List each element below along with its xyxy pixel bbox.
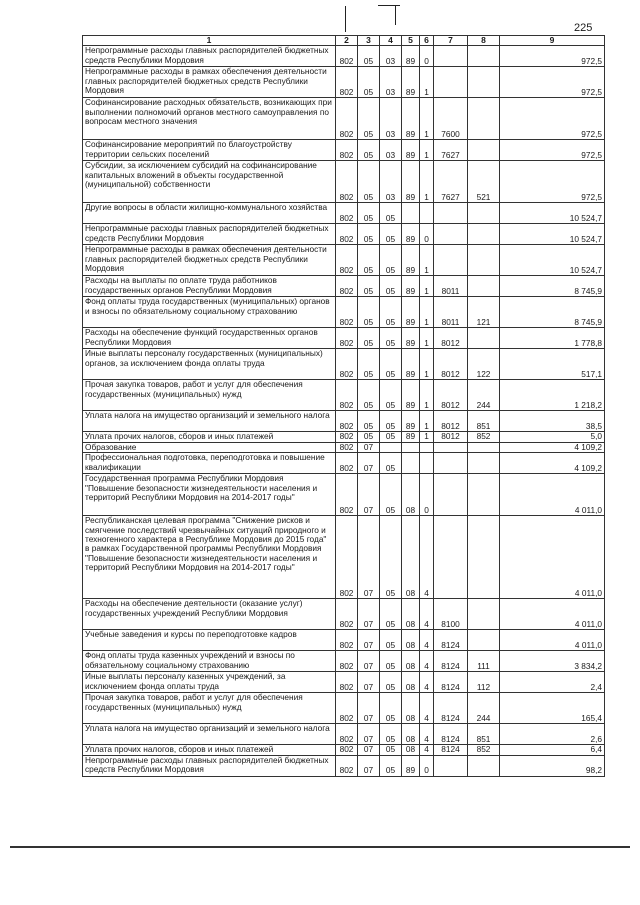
cell-admin-code: 802 <box>336 67 358 98</box>
cell-amount: 4 011,0 <box>500 630 605 651</box>
cell-expense-type <box>468 755 500 776</box>
cell-subprogram: 4 <box>420 516 434 599</box>
cell-subprogram: 1 <box>420 328 434 349</box>
cell-description: Уплата налога на имущество организаций и земельного налога <box>83 724 336 745</box>
cell-program: 89 <box>402 98 420 140</box>
cell-description: Прочая закупка товаров, работ и услуг для обеспечения государственных (муниципальных) нужд <box>83 693 336 724</box>
cell-amount: 4 011,0 <box>500 516 605 599</box>
cell-expense-type <box>468 276 500 297</box>
cell-description: Государственная программа Республики Мордовия "Повышение безопасности жизнедеятельности населения и территорий Республики Мордовия на 2014-2017 годы" <box>83 474 336 516</box>
cell-expense-type <box>468 46 500 67</box>
cell-subsection: 05 <box>380 245 402 276</box>
cell-program <box>402 453 420 474</box>
cell-subprogram: 1 <box>420 245 434 276</box>
cell-subprogram: 1 <box>420 380 434 411</box>
table-row <box>83 755 605 776</box>
column-header: 6 <box>420 36 434 46</box>
cell-section: 07 <box>358 724 380 745</box>
cell-description: Фонд оплаты труда государственных (муниципальных) органов и взносы по обязательному социальному страхованию <box>83 297 336 328</box>
column-header: 5 <box>402 36 420 46</box>
cell-subsection: 05 <box>380 516 402 599</box>
cell-section: 05 <box>358 349 380 380</box>
cell-admin-code: 802 <box>336 349 358 380</box>
cell-section: 07 <box>358 755 380 776</box>
cell-subsection: 05 <box>380 693 402 724</box>
table-row <box>83 46 605 67</box>
cell-section: 05 <box>358 432 380 442</box>
cell-program: 89 <box>402 380 420 411</box>
cell-amount: 972,5 <box>500 98 605 140</box>
table-row <box>83 297 605 328</box>
cell-program: 89 <box>402 245 420 276</box>
cell-subprogram: 1 <box>420 161 434 203</box>
cell-subsection: 05 <box>380 328 402 349</box>
cell-target-article: 8011 <box>434 297 468 328</box>
cell-subprogram <box>420 453 434 474</box>
cell-description: Непрограммные расходы в рамках обеспечения деятельности главных распорядителей бюджетных средств Республики Мордовия <box>83 245 336 276</box>
cell-target-article: 8012 <box>434 432 468 442</box>
cell-description: Непрограммные расходы в рамках обеспечения деятельности главных распорядителей бюджетных средств Республики Мордовия <box>83 67 336 98</box>
cell-subprogram: 1 <box>420 432 434 442</box>
cell-subsection: 05 <box>380 411 402 432</box>
page-bottom-line <box>10 846 630 848</box>
cell-target-article: 8124 <box>434 693 468 724</box>
cell-program <box>402 442 420 452</box>
cell-section: 07 <box>358 453 380 474</box>
cell-description: Софинансирование расходных обязательств, возникающих при выполнении полномочий органов местного самоуправления по вопросам местного значения <box>83 98 336 140</box>
cell-description: Расходы на выплаты по оплате труда работников государственных органов Республики Мордовия <box>83 276 336 297</box>
table-header-row <box>83 36 605 46</box>
table-row <box>83 349 605 380</box>
cell-subsection: 05 <box>380 745 402 755</box>
cell-target-article <box>434 67 468 98</box>
cell-amount: 4 011,0 <box>500 474 605 516</box>
cell-admin-code: 802 <box>336 453 358 474</box>
cell-admin-code: 802 <box>336 224 358 245</box>
cell-subprogram: 0 <box>420 46 434 67</box>
cell-target-article: 8012 <box>434 411 468 432</box>
column-header: 4 <box>380 36 402 46</box>
cell-subsection: 05 <box>380 453 402 474</box>
cell-section: 05 <box>358 380 380 411</box>
cell-program: 08 <box>402 672 420 693</box>
cell-program: 89 <box>402 297 420 328</box>
cell-section: 07 <box>358 474 380 516</box>
cell-subprogram: 0 <box>420 474 434 516</box>
cell-amount: 10 524,7 <box>500 224 605 245</box>
cell-subsection: 03 <box>380 98 402 140</box>
cell-program: 89 <box>402 46 420 67</box>
cell-amount: 517,1 <box>500 349 605 380</box>
cell-admin-code: 802 <box>336 411 358 432</box>
cell-section: 05 <box>358 411 380 432</box>
cell-section: 07 <box>358 630 380 651</box>
cell-amount: 165,4 <box>500 693 605 724</box>
cell-admin-code: 802 <box>336 745 358 755</box>
table-row <box>83 276 605 297</box>
cell-expense-type <box>468 245 500 276</box>
cell-expense-type: 244 <box>468 380 500 411</box>
cell-subsection: 05 <box>380 297 402 328</box>
cell-admin-code: 802 <box>336 140 358 161</box>
table-row <box>83 599 605 630</box>
cell-target-article <box>434 46 468 67</box>
cell-target-article: 8124 <box>434 651 468 672</box>
cell-amount: 38,5 <box>500 411 605 432</box>
cell-subsection: 05 <box>380 651 402 672</box>
cell-subprogram: 4 <box>420 745 434 755</box>
cell-program: 89 <box>402 161 420 203</box>
table-row <box>83 745 605 755</box>
cell-program: 08 <box>402 599 420 630</box>
cell-admin-code: 802 <box>336 46 358 67</box>
table-body <box>83 46 605 776</box>
cell-subprogram: 4 <box>420 630 434 651</box>
cell-subsection: 03 <box>380 67 402 98</box>
cell-target-article <box>434 442 468 452</box>
cell-description: Уплата прочих налогов, сборов и иных платежей <box>83 745 336 755</box>
cell-section: 05 <box>358 98 380 140</box>
cell-section: 05 <box>358 297 380 328</box>
cell-amount: 8 745,9 <box>500 297 605 328</box>
cell-admin-code: 802 <box>336 432 358 442</box>
column-header: 2 <box>336 36 358 46</box>
budget-table <box>82 35 605 777</box>
table-row <box>83 224 605 245</box>
table-row <box>83 474 605 516</box>
cell-subsection: 05 <box>380 380 402 411</box>
cell-description: Непрограммные расходы главных распорядителей бюджетных средств Республики Мордовия <box>83 224 336 245</box>
cell-program: 89 <box>402 432 420 442</box>
cell-description: Прочая закупка товаров, работ и услуг для обеспечения государственных (муниципальных) нужд <box>83 380 336 411</box>
cell-expense-type <box>468 599 500 630</box>
cell-expense-type <box>468 98 500 140</box>
cell-expense-type: 852 <box>468 432 500 442</box>
table-row <box>83 67 605 98</box>
cell-program: 89 <box>402 755 420 776</box>
cell-target-article: 7600 <box>434 98 468 140</box>
table-row <box>83 140 605 161</box>
cell-subprogram: 1 <box>420 349 434 380</box>
cell-amount: 2,4 <box>500 672 605 693</box>
cell-subprogram: 4 <box>420 693 434 724</box>
table-row <box>83 203 605 224</box>
cell-expense-type: 852 <box>468 745 500 755</box>
cell-subsection: 05 <box>380 672 402 693</box>
column-header: 1 <box>83 36 336 46</box>
page-number: 225 <box>574 22 593 34</box>
cell-target-article: 8012 <box>434 349 468 380</box>
cell-subsection: 03 <box>380 161 402 203</box>
cell-amount: 10 524,7 <box>500 203 605 224</box>
cell-program: 89 <box>402 67 420 98</box>
cell-description: Учебные заведения и курсы по переподготовке кадров <box>83 630 336 651</box>
cell-subprogram: 0 <box>420 755 434 776</box>
cell-subprogram: 0 <box>420 224 434 245</box>
cell-program <box>402 203 420 224</box>
cell-section: 05 <box>358 328 380 349</box>
table-row <box>83 245 605 276</box>
cell-section: 05 <box>358 276 380 297</box>
cell-expense-type <box>468 516 500 599</box>
cell-expense-type <box>468 203 500 224</box>
table-row <box>83 630 605 651</box>
cell-target-article <box>434 245 468 276</box>
cell-expense-type: 122 <box>468 349 500 380</box>
scan-artifact-mark <box>395 5 396 25</box>
cell-subsection: 05 <box>380 276 402 297</box>
cell-description: Уплата налога на имущество организаций и земельного налога <box>83 411 336 432</box>
cell-subprogram: 1 <box>420 140 434 161</box>
cell-target-article: 8124 <box>434 672 468 693</box>
column-header: 7 <box>434 36 468 46</box>
cell-description: Уплата прочих налогов, сборов и иных платежей <box>83 432 336 442</box>
cell-expense-type: 111 <box>468 651 500 672</box>
cell-amount: 1 218,2 <box>500 380 605 411</box>
cell-section: 07 <box>358 651 380 672</box>
cell-admin-code: 802 <box>336 203 358 224</box>
cell-amount: 4 011,0 <box>500 599 605 630</box>
cell-expense-type <box>468 224 500 245</box>
cell-expense-type <box>468 328 500 349</box>
cell-program: 89 <box>402 411 420 432</box>
cell-subsection: 05 <box>380 630 402 651</box>
cell-subprogram: 4 <box>420 651 434 672</box>
cell-expense-type <box>468 453 500 474</box>
cell-amount: 972,5 <box>500 161 605 203</box>
cell-expense-type: 244 <box>468 693 500 724</box>
cell-target-article: 8124 <box>434 630 468 651</box>
cell-subsection: 05 <box>380 599 402 630</box>
table-row <box>83 328 605 349</box>
cell-program: 08 <box>402 724 420 745</box>
cell-admin-code: 802 <box>336 380 358 411</box>
cell-subsection: 05 <box>380 224 402 245</box>
table-row <box>83 693 605 724</box>
table-row <box>83 161 605 203</box>
cell-admin-code: 802 <box>336 276 358 297</box>
cell-subsection <box>380 442 402 452</box>
cell-subprogram <box>420 442 434 452</box>
table-row <box>83 432 605 442</box>
cell-admin-code: 802 <box>336 474 358 516</box>
cell-admin-code: 802 <box>336 442 358 452</box>
cell-description: Республиканская целевая программа "Снижение рисков и смягчение последствий чрезвычайных ситуаций природного и техногенного характера в Республике Мордовия до 2015 года" в рамках Государственной программы Республики Мордовия "Повышение безопасности жизнедеятельности населения и территорий Республики Мордовия на 2014-2017 годы" <box>83 516 336 599</box>
cell-admin-code: 802 <box>336 516 358 599</box>
cell-section: 05 <box>358 203 380 224</box>
cell-subprogram: 1 <box>420 276 434 297</box>
scan-artifact-mark <box>345 6 346 32</box>
cell-expense-type: 521 <box>468 161 500 203</box>
cell-admin-code: 802 <box>336 724 358 745</box>
cell-program: 08 <box>402 651 420 672</box>
table-row <box>83 98 605 140</box>
cell-description: Непрограммные расходы главных распорядителей бюджетных средств Республики Мордовия <box>83 46 336 67</box>
cell-subprogram: 1 <box>420 411 434 432</box>
cell-amount: 4 109,2 <box>500 453 605 474</box>
cell-section: 05 <box>358 140 380 161</box>
cell-amount: 1 778,8 <box>500 328 605 349</box>
cell-expense-type <box>468 442 500 452</box>
cell-amount: 4 109,2 <box>500 442 605 452</box>
cell-subprogram: 4 <box>420 599 434 630</box>
cell-expense-type: 851 <box>468 724 500 745</box>
cell-subprogram: 1 <box>420 67 434 98</box>
cell-amount: 6,4 <box>500 745 605 755</box>
cell-admin-code: 802 <box>336 297 358 328</box>
cell-target-article: 8012 <box>434 328 468 349</box>
cell-section: 07 <box>358 745 380 755</box>
cell-section: 07 <box>358 516 380 599</box>
cell-admin-code: 802 <box>336 328 358 349</box>
table-row <box>83 411 605 432</box>
cell-expense-type: 121 <box>468 297 500 328</box>
cell-target-article: 8100 <box>434 599 468 630</box>
cell-amount: 972,5 <box>500 67 605 98</box>
cell-amount: 10 524,7 <box>500 245 605 276</box>
cell-target-article <box>434 516 468 599</box>
cell-section: 07 <box>358 442 380 452</box>
cell-subprogram: 4 <box>420 672 434 693</box>
table-row <box>83 516 605 599</box>
cell-description: Другие вопросы в области жилищно-коммунального хозяйства <box>83 203 336 224</box>
cell-description: Софинансирование мероприятий по благоустройству территории сельских поселений <box>83 140 336 161</box>
cell-subsection: 03 <box>380 46 402 67</box>
cell-program: 89 <box>402 276 420 297</box>
cell-target-article <box>434 224 468 245</box>
cell-subprogram: 4 <box>420 724 434 745</box>
cell-description: Иные выплаты персоналу казенных учреждений, за исключением фонда оплаты труда <box>83 672 336 693</box>
cell-section: 07 <box>358 693 380 724</box>
cell-amount: 98,2 <box>500 755 605 776</box>
cell-amount: 8 745,9 <box>500 276 605 297</box>
cell-section: 07 <box>358 599 380 630</box>
cell-admin-code: 802 <box>336 161 358 203</box>
cell-section: 05 <box>358 161 380 203</box>
table-row <box>83 724 605 745</box>
cell-subsection: 05 <box>380 203 402 224</box>
cell-description: Фонд оплаты труда казенных учреждений и взносы по обязательному социальному страхованию <box>83 651 336 672</box>
table-row <box>83 453 605 474</box>
cell-section: 05 <box>358 67 380 98</box>
cell-admin-code: 802 <box>336 245 358 276</box>
cell-subsection: 05 <box>380 724 402 745</box>
cell-admin-code: 802 <box>336 693 358 724</box>
cell-section: 07 <box>358 672 380 693</box>
cell-description: Расходы на обеспечение деятельности (оказание услуг) государственных учреждений Республики Мордовия <box>83 599 336 630</box>
cell-expense-type <box>468 140 500 161</box>
cell-admin-code: 802 <box>336 651 358 672</box>
cell-amount: 5,0 <box>500 432 605 442</box>
column-header: 8 <box>468 36 500 46</box>
cell-target-article <box>434 755 468 776</box>
cell-admin-code: 802 <box>336 630 358 651</box>
cell-admin-code: 802 <box>336 599 358 630</box>
scan-artifact-mark <box>378 5 400 6</box>
table-row <box>83 380 605 411</box>
cell-section: 05 <box>358 245 380 276</box>
cell-program: 08 <box>402 630 420 651</box>
cell-program: 08 <box>402 474 420 516</box>
cell-subprogram: 1 <box>420 297 434 328</box>
cell-description: Субсидии, за исключением субсидий на софинансирование капитальных вложений в объекты государственной (муниципальной) собственности <box>83 161 336 203</box>
cell-expense-type <box>468 474 500 516</box>
cell-amount: 3 834,2 <box>500 651 605 672</box>
cell-subsection: 03 <box>380 140 402 161</box>
cell-admin-code: 802 <box>336 98 358 140</box>
column-header: 3 <box>358 36 380 46</box>
table-row <box>83 672 605 693</box>
cell-description: Профессиональная подготовка, переподготовка и повышение квалификации <box>83 453 336 474</box>
table-row <box>83 651 605 672</box>
table-row <box>83 442 605 452</box>
cell-expense-type: 112 <box>468 672 500 693</box>
cell-description: Непрограммные расходы главных распорядителей бюджетных средств Республики Мордовия <box>83 755 336 776</box>
cell-program: 08 <box>402 693 420 724</box>
cell-program: 08 <box>402 516 420 599</box>
cell-section: 05 <box>358 46 380 67</box>
column-header: 9 <box>500 36 605 46</box>
cell-subprogram <box>420 203 434 224</box>
cell-amount: 972,5 <box>500 140 605 161</box>
cell-target-article: 8124 <box>434 745 468 755</box>
cell-program: 89 <box>402 224 420 245</box>
cell-target-article <box>434 203 468 224</box>
cell-description: Расходы на обеспечение функций государственных органов Республики Мордовия <box>83 328 336 349</box>
cell-target-article: 8124 <box>434 724 468 745</box>
cell-amount: 2,6 <box>500 724 605 745</box>
cell-description: Иные выплаты персоналу государственных (муниципальных) органов, за исключением фонда оплаты труда <box>83 349 336 380</box>
cell-target-article <box>434 453 468 474</box>
cell-amount: 972,5 <box>500 46 605 67</box>
cell-subprogram: 1 <box>420 98 434 140</box>
cell-subsection: 05 <box>380 349 402 380</box>
cell-subsection: 05 <box>380 755 402 776</box>
cell-expense-type <box>468 630 500 651</box>
cell-subsection: 05 <box>380 474 402 516</box>
cell-admin-code: 802 <box>336 672 358 693</box>
cell-subsection: 05 <box>380 432 402 442</box>
cell-target-article: 8011 <box>434 276 468 297</box>
cell-target-article: 7627 <box>434 161 468 203</box>
cell-expense-type: 851 <box>468 411 500 432</box>
cell-admin-code: 802 <box>336 755 358 776</box>
cell-program: 89 <box>402 328 420 349</box>
cell-target-article: 7627 <box>434 140 468 161</box>
cell-program: 08 <box>402 745 420 755</box>
cell-description: Образование <box>83 442 336 452</box>
cell-section: 05 <box>358 224 380 245</box>
cell-program: 89 <box>402 349 420 380</box>
cell-program: 89 <box>402 140 420 161</box>
cell-target-article: 8012 <box>434 380 468 411</box>
cell-target-article <box>434 474 468 516</box>
cell-expense-type <box>468 67 500 98</box>
